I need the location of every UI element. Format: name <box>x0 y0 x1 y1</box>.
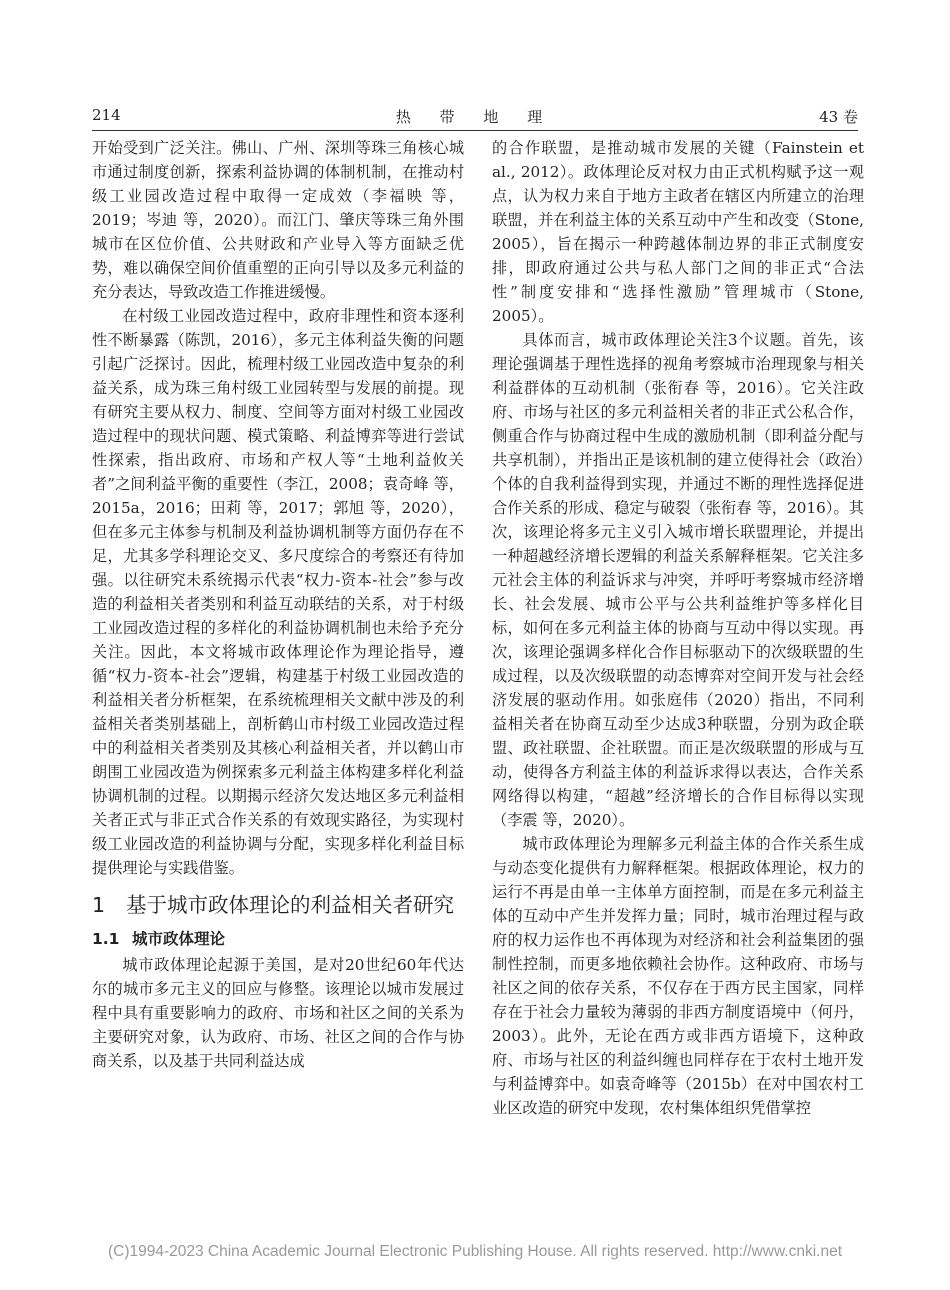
page-number: 214 <box>92 106 121 124</box>
subsection-title: 城市政体理论 <box>132 930 226 948</box>
copyright-footer: (C)1994-2023 China Academic Journal Electronic Publishing House. All rights reserved. http://www.cnki.net <box>107 1243 843 1260</box>
right-column <box>492 136 864 1120</box>
section-title: 基于城市政体理论的利益相关者研究 <box>126 893 454 917</box>
paragraph: 城市政体理论起源于美国，是对20世纪60年代达尔的城市多元主义的回应与修整。该理论以城市发展过程中具有重要影响力的政府、市场和社区之间的关系为主要研究对象，认为政府、市场、社区之间的合作与协商关系，以及基于共同利益达成 <box>92 956 464 1070</box>
subsection-heading <box>92 927 464 951</box>
paragraph: 具体而言，城市政体理论关注3个议题。首先，该理论强调基于理性选择的视角考察城市治理现象与相关利益群体的互动机制（张衔春 等，2016）。它关注政府、市场与社区的多元利益相关者的非正式公私合作，侧重合作与协商过程中生成的激励机制（即利益分配与共享机制），并指出正是该机制的建立使得社会（政治）个体的自我利益得到实现，并通过不断的理性选择促进合作关系的形成、稳定与破裂（张衔春 等，2016）。其次，该理论将多元主义引入城市增长联盟理论，并提出一种超越经济增长逻辑的利益关系解释框架。它关注多元社会主体的利益诉求与冲突，并呼吁考察城市经济增长、社会发展、城市公平与公共利益维护等多样化目标，如何在多元利益主体的协商与互动中得以实现。再次，该理论强调多样化合作目标驱动下的次级联盟的生成过程，以及次级联盟的动态博弈对空间开发与社会经济发展的驱动作用。如张庭伟（2020）指出，不同利益相关者在协商互动至少达成3种联盟，分别为政企联盟、政社联盟、企社联盟。而正是次级联盟的形成与互动，使得各方利益主体的利益诉求得以表达，合作关系网络得以构建，“超越”经济增长的合作目标得以实现（李震 等，2020）。 <box>492 331 864 829</box>
volume-label: 43 卷 <box>819 108 858 126</box>
section-number: 1 <box>92 893 106 917</box>
section-heading <box>92 890 464 921</box>
paragraph: 在村级工业园改造过程中，政府非理性和资本逐利性不断暴露（陈凯，2016），多元主体利益失衡的问题引起广泛探讨。因此，梳理村级工业园改造中复杂的利益关系，成为珠三角村级工业园转型与发展的前提。现有研究主要从权力、制度、空间等方面对村级工业园改造过程中的现状问题、模式策略、利益博弈等进行尝试性探索，指出政府、市场和产权人等“土地利益攸关者”之间利益平衡的重要性（李江，2008；袁奇峰 等，2015a，2016；田莉 等，2017；郭旭 等，2020），但在多元主体参与机制及利益协调机制等方面仍存在不足，尤其多学科理论交叉、多尺度综合的考察还有待加强。以往研究未系统揭示代表“权力-资本-社会”参与改造的利益相关者类别和利益互动联结的关系，对于村级工业园改造过程的多样化的利益协调机制也未给予充分关注。因此，本文将城市政体理论作为理论指导，遵循“权力-资本-社会”逻辑，构建基于村级工业园改造的利益相关者分析框架，在系统梳理相关文献中涉及的利益相关者类别基础上，剖析鹤山市村级工业园改造过程中的利益相关者类别及其核心利益相关者，并以鹤山市朗围工业园改造为例探索多元利益主体构建多样化利益协调机制的过程。以期揭示经济欠发达地区多元利益相关者正式与非正式合作关系的有效现实路径，为实现村级工业园改造的利益协调与分配，实现多样化利益目标提供理论与实践借鉴。 <box>92 307 464 877</box>
journal-title: 热 带 地 理 <box>395 108 555 126</box>
left-column <box>92 136 464 1073</box>
paragraph: 开始受到广泛关注。佛山、广州、深圳等珠三角核心城市通过制度创新，探索利益协调的体制机制，在推动村级工业园改造过程中取得一定成效（李福映 等，2019；岑迪 等，2020）。而江门、肇庆等珠三角外围城市在区位价值、公共财政和产业导入等方面缺乏优势，难以确保空间价值重塑的正向引导以及多元利益的充分表达，导致改造工作推进缓慢。 <box>92 139 464 301</box>
subsection-number: 1.1 <box>92 930 120 948</box>
running-header <box>92 104 858 131</box>
paragraph: 城市政体理论为理解多元利益主体的合作关系生成与动态变化提供有力解释框架。根据政体理论，权力的运行不再是由单一主体单方面控制，而是在多元利益主体的互动中产生并发挥力量；同时，城市治理过程与政府的权力运作也不再体现为对经济和社会利益集团的强制性控制，而更多地依赖社会协作。这种政府、市场与社区之间的依存关系，不仅存在于西方民主国家，同样存在于社会力量较为薄弱的非西方制度语境中（何丹，2003）。此外，无论在西方或非西方语境下，这种政府、市场与社区的利益纠缠也同样存在于农村土地开发与利益博弈中。如袁奇峰等（2015b）在对中国农村工业区改造的研究中发现，农村集体组织凭借掌控 <box>492 835 864 1117</box>
paragraph: 的合作联盟，是推动城市发展的关键（Fainstein et al., 2012）。政体理论反对权力由正式机构赋予这一观点，认为权力来自于地方主政者在辖区内所建立的治理联盟，并在利益主体的关系互动中产生和改变（Stone, 2005），旨在揭示一种跨越体制边界的非正式制度安排，即政府通过公共与私人部门之间的非正式“合法性”制度安排和“选择性激励”管理城市（Stone, 2005）。 <box>492 139 864 325</box>
